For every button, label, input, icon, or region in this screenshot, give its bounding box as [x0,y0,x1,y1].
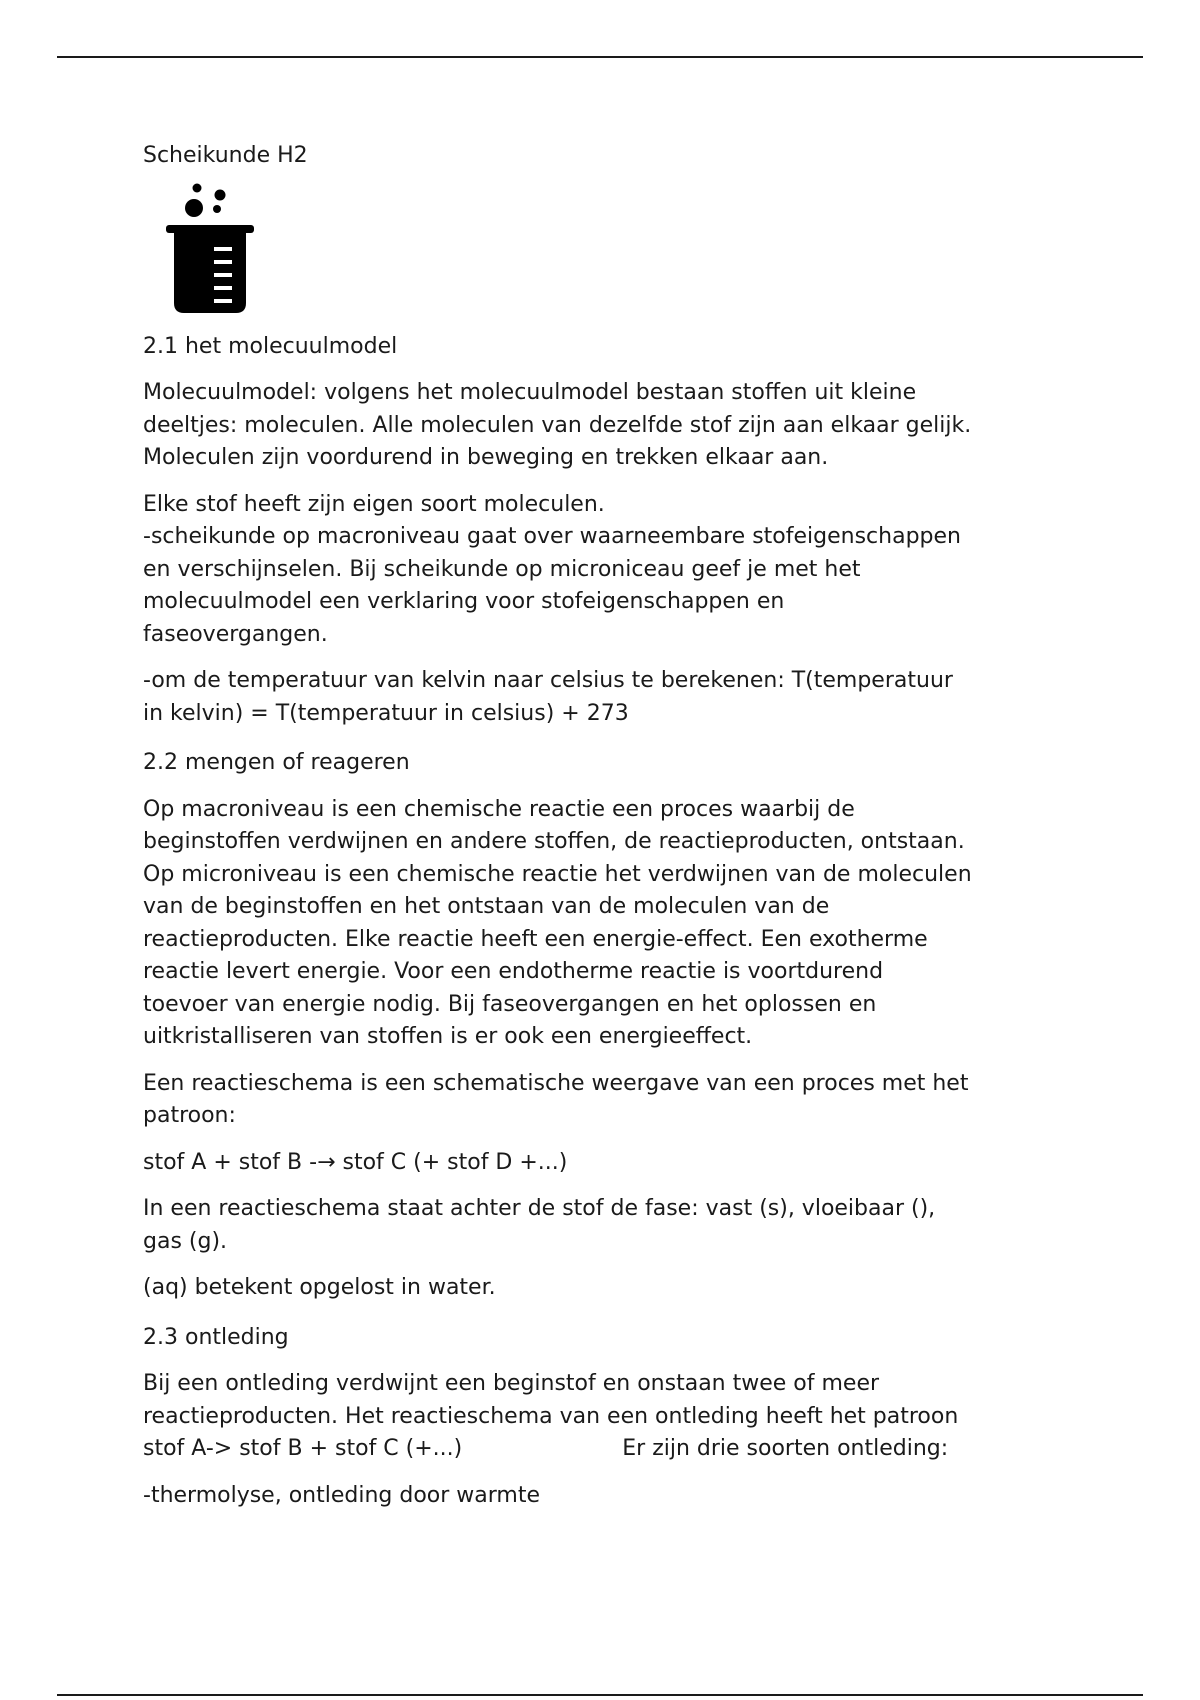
paragraph: -om de temperatuur van kelvin naar celsius te berekenen: T(temperatuur in kelvin) = T(temperatuur in celsius) + 273 [143,668,953,726]
bottom-rule [57,1694,1143,1696]
section-heading: 2.3 ontleding [143,1324,289,1350]
section-heading: 2.1 het molecuulmodel [143,333,398,359]
decomposition-pattern-line: stof A-> stof B + stof C (+...) Er zijn drie soorten ontleding: [143,1436,949,1461]
document-title: Scheikunde H2 [143,143,308,168]
paragraph: Een reactieschema is een schematische weergave van een proces met het patroon: [143,1070,969,1128]
paragraph: Elke stof heeft zijn eigen soort moleculen. -scheikunde op macroniveau gaat over waarneembare stofeigenschappen en verschijnselen. Bij scheikunde op microniceau geef je met het molecuulmodel een verklaring voor stofeigenschappen en faseovergangen. [143,491,961,647]
paragraph: Op macroniveau is een chemische reactie een proces waarbij de beginstoffen verdwijnen en andere stoffen, de reactieproducten, ontstaan. Op microniveau is een chemische reactie het verdwijnen van de moleculen van de beginstoffen en het ontstaan van de moleculen van de reactieproducten. Elke reactie heeft een energie-effect. Een exotherme reactie levert energie. Voor een endotherme reactie is voortdurend toevoer van energie nodig. Bij faseovergangen en het oplossen en uitkristalliseren van stoffen is er ook een energieeffect. [143,796,972,1049]
section-heading: 2.2 mengen of reageren [143,750,410,775]
beaker-icon [166,177,270,317]
paragraph: Molecuulmodel: volgens het molecuulmodel bestaan stoffen uit kleine deeltjes: moleculen. Alle moleculen van dezelfde stof zijn aan elkaar gelijk. Moleculen zijn voordurend in beweging en trekken elkaar aan. [143,380,972,470]
document-body [143,140,1063,1512]
paragraph: (aq) betekent opgelost in water. [143,1275,496,1300]
reaction-pattern: stof A + stof B -→ stof C (+ stof D +...) [143,1149,568,1175]
top-rule [57,56,1143,58]
paragraph: -thermolyse, ontleding door warmte [143,1482,541,1508]
paragraph: In een reactieschema staat achter de stof de fase: vast (s), vloeibaar (), gas (g). [143,1196,936,1254]
paragraph: Bij een ontleding verdwijnt een beginstof en onstaan twee of meer reactieproducten. Het reactieschema van een ontleding heeft het patroon stof A-> stof B + stof C (+...) Er zijn drie soorten ontleding: [143,1368,1063,1466]
